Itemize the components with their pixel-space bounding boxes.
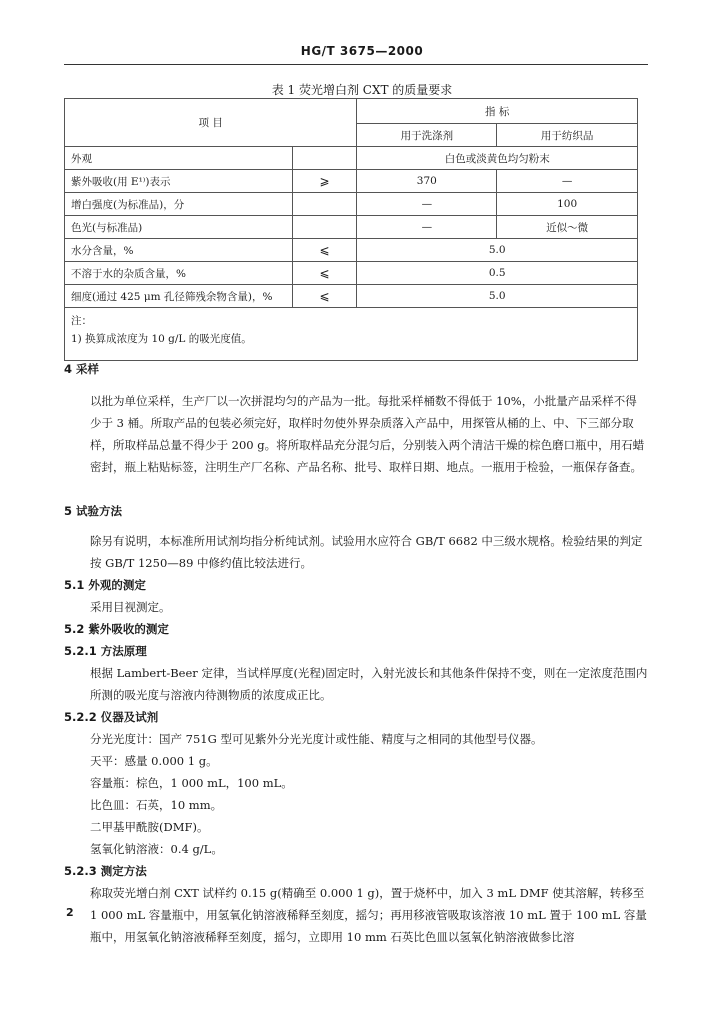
row-item: 不溶于水的杂质含量，% (65, 262, 293, 285)
row-value-merged: 5.0 (357, 239, 638, 262)
list-item: 氢氧化钠溶液：0.4 g/L。 (90, 842, 223, 856)
row-item: 外观 (65, 147, 293, 170)
list-item: 天平：感量 0.000 1 g。 (90, 754, 218, 768)
row-symbol: ⩾ (292, 170, 357, 193)
table-note (65, 308, 638, 361)
note-text: 1) 换算成浓度为 10 g/L 的吸光度值。 (71, 333, 252, 345)
table-row (65, 193, 638, 216)
row-value-textile: 100 (497, 193, 638, 216)
quality-requirements-table (64, 98, 638, 361)
table-row (65, 285, 638, 308)
row-symbol (292, 147, 357, 170)
section-5-2-2-title: 5.2.2 仪器及试剂 (64, 710, 159, 724)
header-rule (64, 64, 648, 65)
row-value-merged: 0.5 (357, 262, 638, 285)
table-row (65, 216, 638, 239)
row-item: 色光(与标准品) (65, 216, 293, 239)
table-row (65, 262, 638, 285)
row-symbol: ⩽ (292, 239, 357, 262)
section-5-2-1-body: 根据 Lambert-Beer 定律，当试样厚度(光程)固定时，入射光波长和其他条件保持不变，则在一定浓度范围内所测的吸光度与溶液内待测物质的浓度成正比。 (90, 666, 648, 702)
section-5-2-3-title: 5.2.3 测定方法 (64, 864, 147, 878)
row-symbol: ⩽ (292, 262, 357, 285)
row-item: 细度(通过 425 μm 孔径筛残余物含量)，% (65, 285, 293, 308)
table-header-index: 指 标 (357, 99, 638, 124)
page-number: 2 (66, 906, 74, 919)
row-value-merged: 5.0 (357, 285, 638, 308)
list-item: 分光光度计：国产 751G 型可见紫外分光光度计或性能、精度与之相同的其他型号仪器。 (90, 732, 543, 746)
row-value-detergent: — (357, 193, 497, 216)
table-header-textile: 用于纺织品 (497, 124, 638, 147)
section-5-2-1-title: 5.2.1 方法原理 (64, 644, 147, 658)
table-header-item: 项 目 (65, 99, 357, 147)
list-item: 二甲基甲酰胺(DMF)。 (90, 820, 209, 834)
row-item: 水分含量，% (65, 239, 293, 262)
table-caption: 表 1 荧光增白剂 CXT 的质量要求 (271, 83, 453, 97)
row-value-textile: 近似～微 (497, 216, 638, 239)
row-symbol (292, 193, 357, 216)
row-value-textile: — (497, 170, 638, 193)
note-label: 注： (71, 315, 92, 327)
row-value-merged: 白色或淡黄色均匀粉末 (357, 147, 638, 170)
section-4 (64, 358, 648, 478)
section-5-1-body: 采用目视测定。 (90, 600, 171, 614)
row-symbol: ⩽ (292, 285, 357, 308)
section-5-2-3-body: 称取荧光增白剂 CXT 试样约 0.15 g(精确至 0.000 1 g)，置于烧杯中，加入 3 mL DMF 使其溶解，转移至 1 000 mL 容量瓶中，用氢氧化钠溶液稀释至刻度，摇匀；再用移液管吸取该溶液 10 mL 置于 100 mL 容量瓶中，用氢氧化钠溶液稀释至刻度，摇匀，立即用 10 mm 石英比色皿以氢氧化钠溶液做参比溶 (90, 886, 647, 944)
standard-code-header: HG/T 3675—2000 (300, 44, 424, 58)
row-item: 紫外吸收(用 E¹⁾)表示 (65, 170, 293, 193)
row-value-detergent: 370 (357, 170, 497, 193)
table-row (65, 170, 638, 193)
row-value-detergent: — (357, 216, 497, 239)
list-item: 比色皿：石英，10 mm。 (90, 798, 223, 812)
list-item: 容量瓶：棕色，1 000 mL，100 mL。 (90, 776, 293, 790)
section-5-2-title: 5.2 紫外吸收的测定 (64, 622, 169, 636)
section-4-title: 4 采样 (64, 362, 100, 376)
row-item: 增白强度(为标准品)，分 (65, 193, 293, 216)
section-5-1-title: 5.1 外观的测定 (64, 578, 146, 592)
table-row (65, 239, 638, 262)
table-header-detergent: 用于洗涤剂 (357, 124, 497, 147)
table-row (65, 147, 638, 170)
section-5-body: 除另有说明，本标准所用试剂均指分析纯试剂。试验用水应符合 GB/T 6682 中三级水规格。检验结果的判定按 GB/T 1250—89 中修约值比较法进行。 (90, 534, 643, 570)
section-5 (64, 500, 648, 948)
row-symbol (292, 216, 357, 239)
section-4-body: 以批为单位采样，生产厂以一次拼混均匀的产品为一批。每批采样桶数不得低于 10%，小批量产品采样不得少于 3 桶。所取产品的包装必须完好，取样时勿使外界杂质落入产品中，用探管从桶的上、中、下三部分取样，所取样品总量不得少于 200 g。将所取样品充分混匀后，分别装入两个清洁干燥的棕色磨口瓶中，用石蜡密封，瓶上粘贴标签，注明生产厂名称、产品名称、批号、取样日期、地点。一瓶用于检验，一瓶保存备查。 (90, 394, 645, 474)
section-5-title: 5 试验方法 (64, 504, 123, 518)
